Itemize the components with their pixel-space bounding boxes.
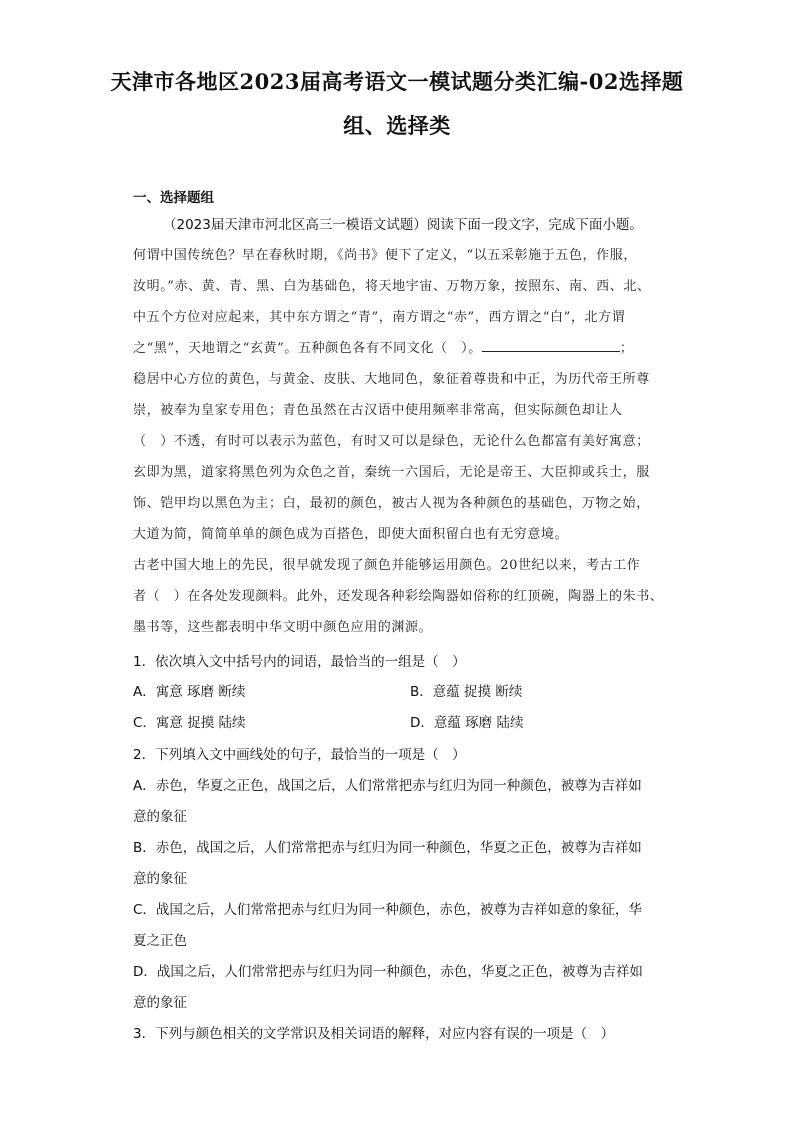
passage-line: 玄即为黑，道家将黑色列为众色之首，秦统一六国后，无论是帝王、大臣抑或兵士，服 xyxy=(133,465,650,480)
q1-option-c[interactable]: C．寓意 捉摸 陆续 xyxy=(133,715,246,731)
passage-text: 之“黑”，天地谓之“玄黄”。五种颜色各有不同文化（ ）。 xyxy=(133,341,482,356)
q2-option-b[interactable]: B．赤色，战国之后，人们常常把赤与红归为同一种颜色，华夏之正色，被尊为吉祥如 xyxy=(133,840,642,856)
passage-line-with-blank xyxy=(133,337,663,356)
passage-line: （ ）不透，有时可以表示为蓝色，有时又可以是绿色，无论什么色都富有美好寓意； xyxy=(133,434,650,449)
passage-line: 稳居中心方位的黄色，与黄金、皮肤、大地同色，象征着尊贵和中正，为历代帝王所尊 xyxy=(133,372,650,387)
passage-line: 汝明。”赤、黄、青、黑、白为基础色，将天地宇宙、万物万象，按照东、南、西、北、 xyxy=(133,279,651,294)
question-1-stem: 1．依次填入文中括号内的词语，最恰当的一组是（ ） xyxy=(133,654,466,670)
section-heading: 一、选择题组 xyxy=(133,190,214,206)
document-title-line-1: 天津市各地区2023届高考语文一模试题分类汇编-02选择题 xyxy=(110,69,684,94)
passage-line: 崇，被奉为皇家专用色；青色虽然在古汉语中使用频率非常高，但实际颜色却让人 xyxy=(133,403,623,418)
q1-option-b[interactable]: B．意蕴 捉摸 断续 xyxy=(410,684,523,700)
q2-option-a[interactable]: A．赤色，华夏之正色，战国之后，人们常常把赤与红归为同一种颜色，被尊为吉祥如 xyxy=(133,778,642,794)
question-2-stem: 2．下列填入文中画线处的句子，最恰当的一项是（ ） xyxy=(133,747,466,763)
document-title-line-2: 组、选择类 xyxy=(343,113,451,138)
q1-option-d[interactable]: D．意蕴 琢磨 陆续 xyxy=(410,715,524,731)
underline-blank xyxy=(482,340,620,352)
question-intro: （2023届天津市河北区高三一模语文试题）阅读下面一段文字，完成下面小题。 xyxy=(163,217,643,233)
passage-line: 古老中国大地上的先民，很早就发现了颜色并能够运用颜色。20世纪以来，考古工作 xyxy=(133,558,641,573)
passage-line: 大道为简，简简单单的颜色成为百搭色，即使大面积留白也有无穷意境。 xyxy=(133,527,569,542)
passage-punct: ； xyxy=(619,341,634,356)
passage-line: 者（ ）在各处发现颜料。此外，还发现各种彩绘陶器如俗称的红顶碗，陶器上的朱书、 xyxy=(133,589,664,604)
q2-option-b-cont: 意的象征 xyxy=(133,871,187,887)
q2-option-c[interactable]: C．战国之后，人们常常把赤与红归为同一种颜色，赤色，被尊为吉祥如意的象征，华 xyxy=(133,902,642,918)
question-3-stem: 3．下列与颜色相关的文学常识及相关词语的解释，对应内容有误的一项是（ ） xyxy=(133,1026,615,1042)
passage-line: 何谓中国传统色？早在春秋时期，《尚书》便下了定义，“以五采彰施于五色，作服， xyxy=(133,248,637,263)
q1-option-a[interactable]: A．寓意 琢磨 断续 xyxy=(133,684,246,700)
q2-option-d-cont: 意的象征 xyxy=(133,995,187,1011)
q2-option-d[interactable]: D．战国之后，人们常常把赤与红归为同一种颜色，赤色，华夏之正色，被尊为吉祥如 xyxy=(133,964,643,980)
passage-line: 墨书等，这些都表明中华文明中颜色应用的渊源。 xyxy=(133,620,433,635)
q2-option-a-cont: 意的象征 xyxy=(133,809,187,825)
q2-option-c-cont: 夏之正色 xyxy=(133,933,187,949)
passage-line: 中五个方位对应起来，其中东方谓之“青”，南方谓之“赤”，西方谓之“白”，北方谓 xyxy=(133,310,626,325)
passage-line: 饰、铠甲均以黑色为主；白，最初的颜色，被古人视为各种颜色的基础色，万物之始， xyxy=(133,496,650,511)
